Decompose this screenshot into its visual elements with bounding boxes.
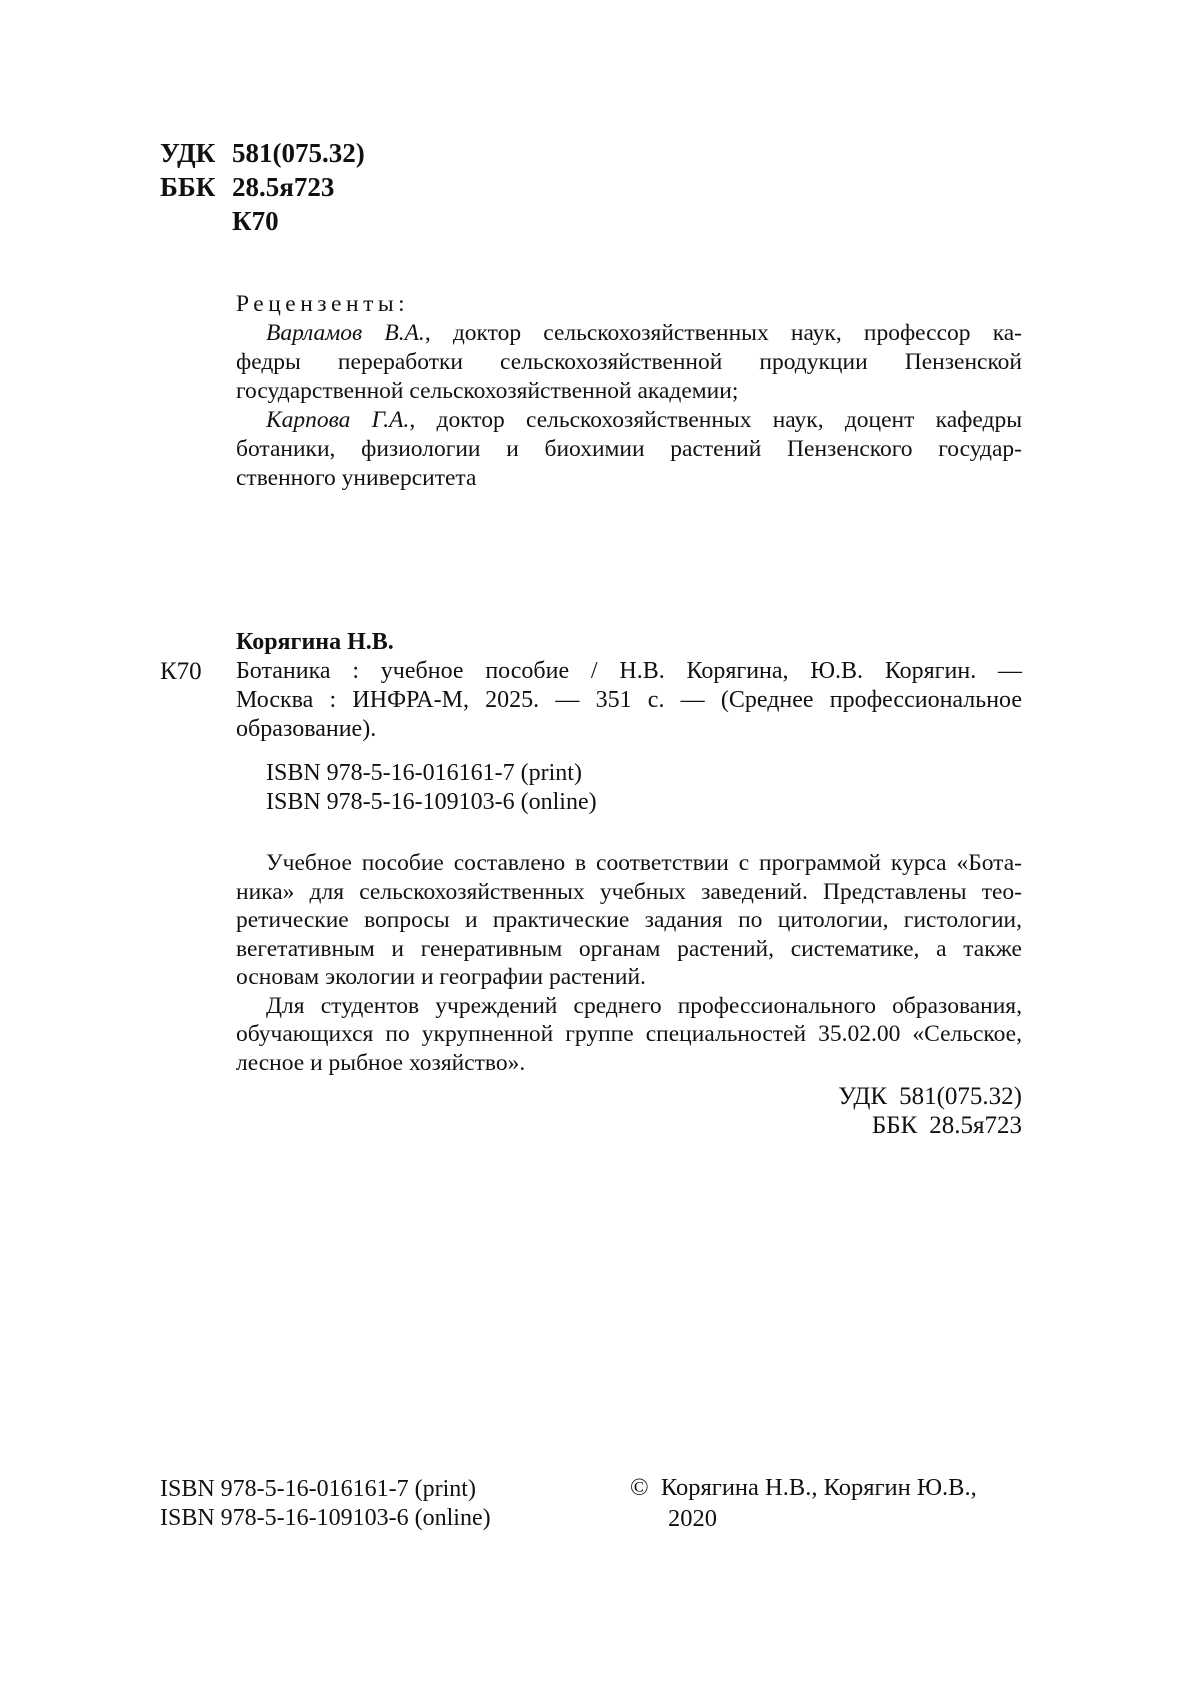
reviewers-heading: Рецензенты: (236, 291, 410, 317)
copyright-symbol: © (630, 1474, 649, 1501)
record-line-1: Ботаника : учебное пособие / Н.В. Корягина, Ю.В. Корягин. — (236, 658, 1022, 684)
reviewer-2-line-3: ственного университета (236, 465, 477, 491)
footer-isbn-list (160, 1475, 491, 1533)
annotation-p2-line-3: лесное и рыбное хозяйство». (236, 1049, 526, 1076)
annotation-p1-line-5: основам экологии и географии растений. (236, 964, 646, 990)
bbk-label: ББК (160, 172, 216, 202)
reviewer-1-line-3: государственной сельскохозяйственной академии; (236, 378, 739, 404)
copyright-notice (630, 1472, 977, 1534)
author-mark-line (160, 204, 365, 238)
udk-value: 581(075.32) (232, 138, 365, 168)
copyright-holders: Корягина Н.В., Корягин Ю.В., (660, 1474, 977, 1501)
footer-isbn-online: ISBN 978-5-16-109103-6 (online) (160, 1505, 491, 1531)
record-line-3: образование). (236, 716, 377, 742)
bbk-value: 28.5я723 (232, 172, 335, 202)
classification-block (160, 136, 365, 238)
reviewer-1-line-2: федры переработки сельскохозяйственной продукции Пензенской (236, 349, 1022, 375)
record-line-2: Москва : ИНФРА-М, 2025. — 351 с. — (Среднее профессиональное (236, 687, 1022, 713)
author-mark: К70 (232, 206, 279, 236)
annotation-p2-line-1: Для студентов учреждений среднего профессионального образования, (266, 992, 1022, 1019)
reviewer-2-name: Карпова Г.А. (266, 407, 410, 433)
reviewer-1-name: Варламов В.А. (266, 320, 425, 346)
copyright-year: 2020 (668, 1505, 717, 1532)
record-author-heading: Корягина Н.В. (236, 629, 394, 655)
reviewer-1-line-1: Варламов В.А., доктор сельскохозяйственных наук, профессор ка- (266, 320, 1023, 346)
record-author-mark: К70 (160, 658, 202, 685)
classification-codes-bottom (838, 1082, 1022, 1140)
udk-label: УДК (160, 138, 216, 168)
udk-line (160, 136, 365, 170)
annotation-p1-line-1: Учебное пособие составлено в соответствии с программой курса «Бота- (266, 850, 1022, 876)
record-description (236, 657, 1022, 744)
isbn-online: ISBN 978-5-16-109103-6 (online) (266, 789, 597, 815)
annotation-p1-line-3: ретические вопросы и практические задания по цитологии, гистологии, (236, 907, 1022, 933)
bbk-line (160, 170, 365, 204)
record-isbn-list (266, 759, 597, 817)
footer-isbn-print: ISBN 978-5-16-016161-7 (print) (160, 1476, 476, 1502)
bbk-bottom: ББК 28.5я723 (871, 1112, 1022, 1139)
reviewers-block (236, 290, 1022, 493)
annotation-p2-line-2: обучающихся по укрупненной группе специальностей 35.02.00 «Сельское, (236, 1021, 1022, 1047)
udk-bottom: УДК 581(075.32) (838, 1083, 1022, 1110)
annotation-p1-line-2: ника» для сельскохозяйственных учебных заведений. Представлены тео- (236, 878, 1022, 905)
reviewer-2-line-1: Карпова Г.А., доктор сельскохозяйственных наук, доцент кафедры (266, 407, 1022, 433)
reviewer-2-line-2: ботаники, физиологии и биохимии растений Пензенского государ- (236, 436, 1022, 462)
annotation (236, 849, 1022, 1077)
annotation-p1-line-4: вегетативным и генеративным органам растений, систематике, а также (236, 935, 1022, 962)
isbn-print: ISBN 978-5-16-016161-7 (print) (266, 760, 582, 786)
